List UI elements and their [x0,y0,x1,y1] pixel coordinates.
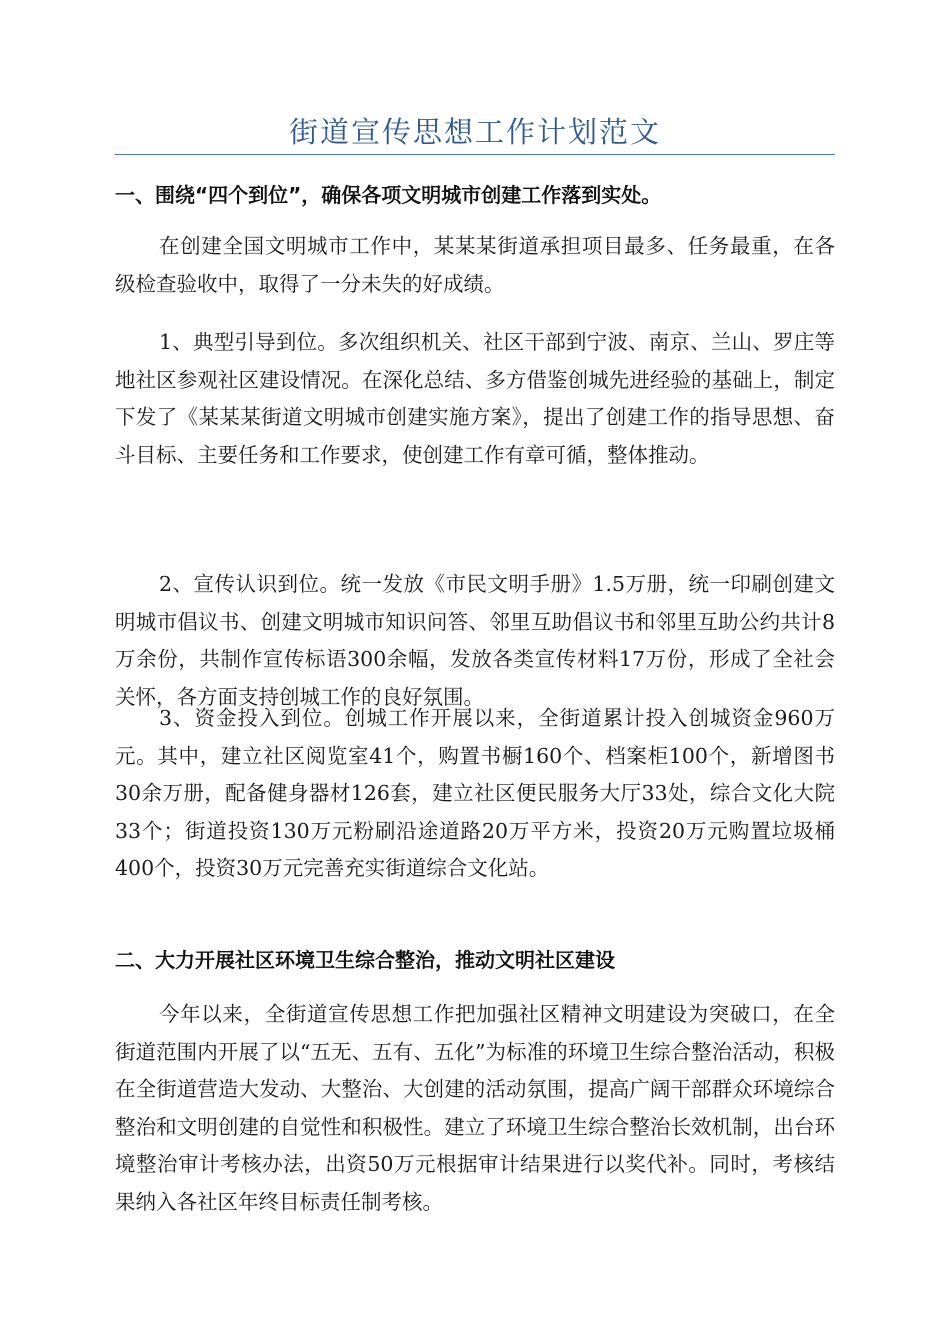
document-title: 街道宣传思想工作计划范文 [288,115,661,149]
section-2-paragraph-1: 今年以来，全街道宣传思想工作把加强社区精神文明建设为突破口，在全街道范围内开展了以“五无、五有、五化”为标准的环境卫生综合整治活动，积极在全街道营造大发动、大整治、大创建的活动氛围，提高广阔干部群众环境综合整治和文明创建的自觉性和积极性。建立了环境卫生综合整治长效机制，出台环境整治审计考核办法，出资50万元根据审计结果进行以奖代补。同时，考核结果纳入各社区年终目标责任制考核。 [115,1002,835,1214]
section-heading-2: 二、大力开展社区环境卫生综合整治，推动文明社区建设 [115,948,615,972]
section-1-paragraph-4: 3、资金投入到位。创城工作开展以来，全街道累计投入创城资金960万元。其中，建立社区阅览室41个，购置书橱160个、档案柜100个，新增图书30余万册，配备健身器材126套，建立社区便民服务大厅33处，综合文化大院33个；街道投资130万元粉刷沿途道路20万平方米，投资20万元购置垃圾桶400个，投资30万元完善充实街道综合文化站。 [115,706,835,880]
section-1-paragraph-1: 在创建全国文明城市工作中，某某某街道承担项目最多、任务最重，在各级检查验收中，取得了一分未失的好成绩。 [115,234,835,296]
section-heading-1: 一、围绕“四个到位”，确保各项文明城市创建工作落到实处。 [115,183,662,207]
section-1-paragraph-3: 2、宣传认识到位。统一发放《市民文明手册》1.5万册，统一印刷创建文明城市倡议书、创建文明城市知识问答、邻里互助倡议书和邻里互助公约共计8万余份，共制作宣传标语300余幅，发放各类宣传材料17万份，形成了全社会关怀，各方面支持创城工作的良好氛围。 [115,572,835,709]
section-1-paragraph-2: 1、典型引导到位。多次组织机关、社区干部到宁波、南京、兰山、罗庄等地社区参观社区建设情况。在深化总结、多方借鉴创城先进经验的基础上，制定下发了《某某某街道文明城市创建实施方案》，提出了创建工作的指导思想、奋斗目标、主要任务和工作要求，使创建工作有章可循，整体推动。 [115,330,835,467]
title-underline [115,154,835,155]
